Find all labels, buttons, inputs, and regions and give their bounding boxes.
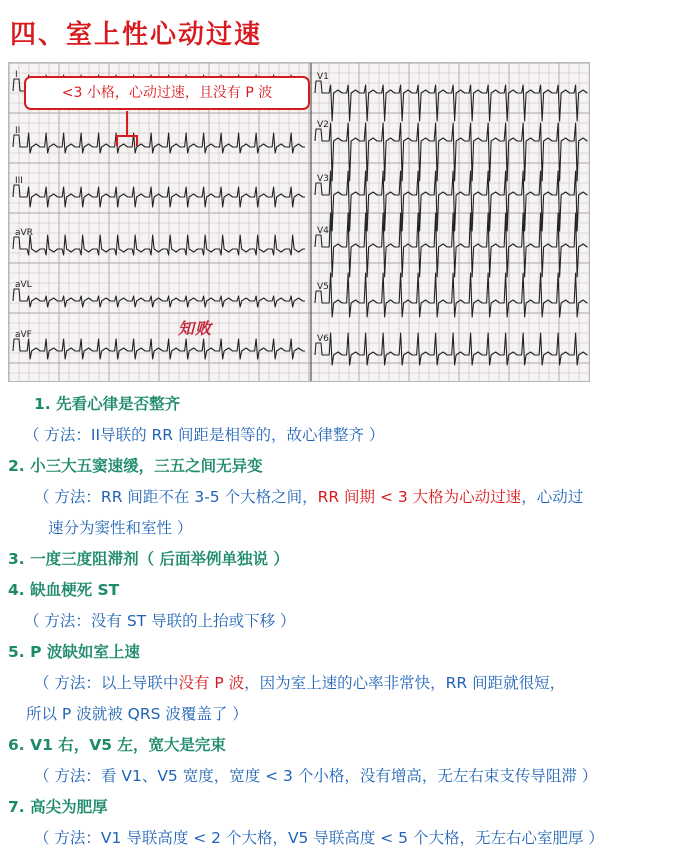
watermark: 知败 bbox=[178, 319, 213, 338]
ecg-callout: <3 小格，心动过速，且没有 P 波 bbox=[24, 76, 310, 110]
note-text: 没有 P 波 bbox=[178, 674, 245, 692]
note-text: （ 方法：II导联的 RR 间距是相等的，故心律整齐 ） bbox=[24, 426, 385, 444]
lead-label: V3 bbox=[317, 174, 329, 184]
lead-label: II bbox=[15, 126, 21, 136]
note-line bbox=[8, 733, 226, 755]
note-line bbox=[8, 454, 263, 476]
note-text: （ 方法：没有 ST 导联的上抬或下移 ） bbox=[24, 612, 296, 630]
note-text: ，因为室上速的心率非常快，RR 间距就很短， bbox=[244, 674, 566, 692]
note-line bbox=[8, 547, 289, 569]
note-text: （ 方法：RR 间距不在 3-5 个大格之间， bbox=[34, 488, 318, 506]
note-line bbox=[34, 485, 583, 507]
lead-label: III bbox=[15, 176, 23, 186]
note-line bbox=[24, 423, 384, 445]
note-line bbox=[8, 795, 108, 817]
note-line bbox=[34, 392, 180, 414]
lead-label: V4 bbox=[317, 226, 329, 236]
ecg-lead-right-trace bbox=[315, 333, 587, 365]
lead-label: aVL bbox=[15, 280, 32, 290]
note-line bbox=[8, 640, 140, 662]
note-line bbox=[34, 764, 597, 786]
note-text: 6. V1 右，V5 左，宽大是完束 bbox=[8, 736, 226, 754]
page-title: 四、室上性心动过速 bbox=[10, 20, 263, 50]
note-text: 5. P 波缺如室上速 bbox=[8, 643, 140, 661]
note-text: ，心动过 bbox=[521, 488, 584, 506]
note-text: 7. 高尖为肥厚 bbox=[8, 798, 108, 816]
note-text: 速分为窦性和室性 ） bbox=[48, 519, 193, 537]
ecg-lead-right-trace bbox=[315, 171, 587, 231]
note-text: RR 间期 < 3 大格为心动过速 bbox=[317, 488, 522, 506]
ecg-lead-right-trace bbox=[315, 273, 587, 317]
lead-label: aVR bbox=[15, 228, 33, 238]
note-line bbox=[34, 826, 604, 848]
note-text: （ 方法：以上导联中 bbox=[34, 674, 179, 692]
note-line bbox=[26, 702, 248, 724]
note-text: 所以 P 波就被 QRS 波覆盖了 ） bbox=[26, 705, 248, 723]
lead-label: V6 bbox=[317, 334, 329, 344]
lead-label: V1 bbox=[317, 72, 329, 82]
note-text: 1. 先看心律是否整齐 bbox=[34, 395, 181, 413]
lead-label: V5 bbox=[317, 282, 329, 292]
lead-label: aVF bbox=[15, 330, 32, 340]
note-text: 3. 一度三度阻滞剂（ 后面举例单独说 ） bbox=[8, 550, 289, 568]
note-line bbox=[34, 671, 565, 693]
note-text: 2. 小三大五窦速缓，三五之间无异变 bbox=[8, 457, 263, 475]
ecg-lead-right-trace bbox=[315, 213, 587, 277]
note-line bbox=[48, 516, 192, 538]
note-text: （ 方法：V1 导联高度 < 2 个大格，V5 导联高度 < 5 个大格，无左右心室肥厚 ） bbox=[34, 829, 604, 847]
note-text: （ 方法：看 V1、V5 宽度，宽度 < 3 个小格，没有增高，无左右束支传导阻滞 ） bbox=[34, 767, 598, 785]
note-line bbox=[24, 609, 296, 631]
note-text: 4. 缺血梗死 ST bbox=[8, 581, 120, 599]
note-line bbox=[8, 578, 119, 600]
lead-label: I bbox=[15, 70, 18, 80]
lead-label: V2 bbox=[317, 120, 329, 130]
